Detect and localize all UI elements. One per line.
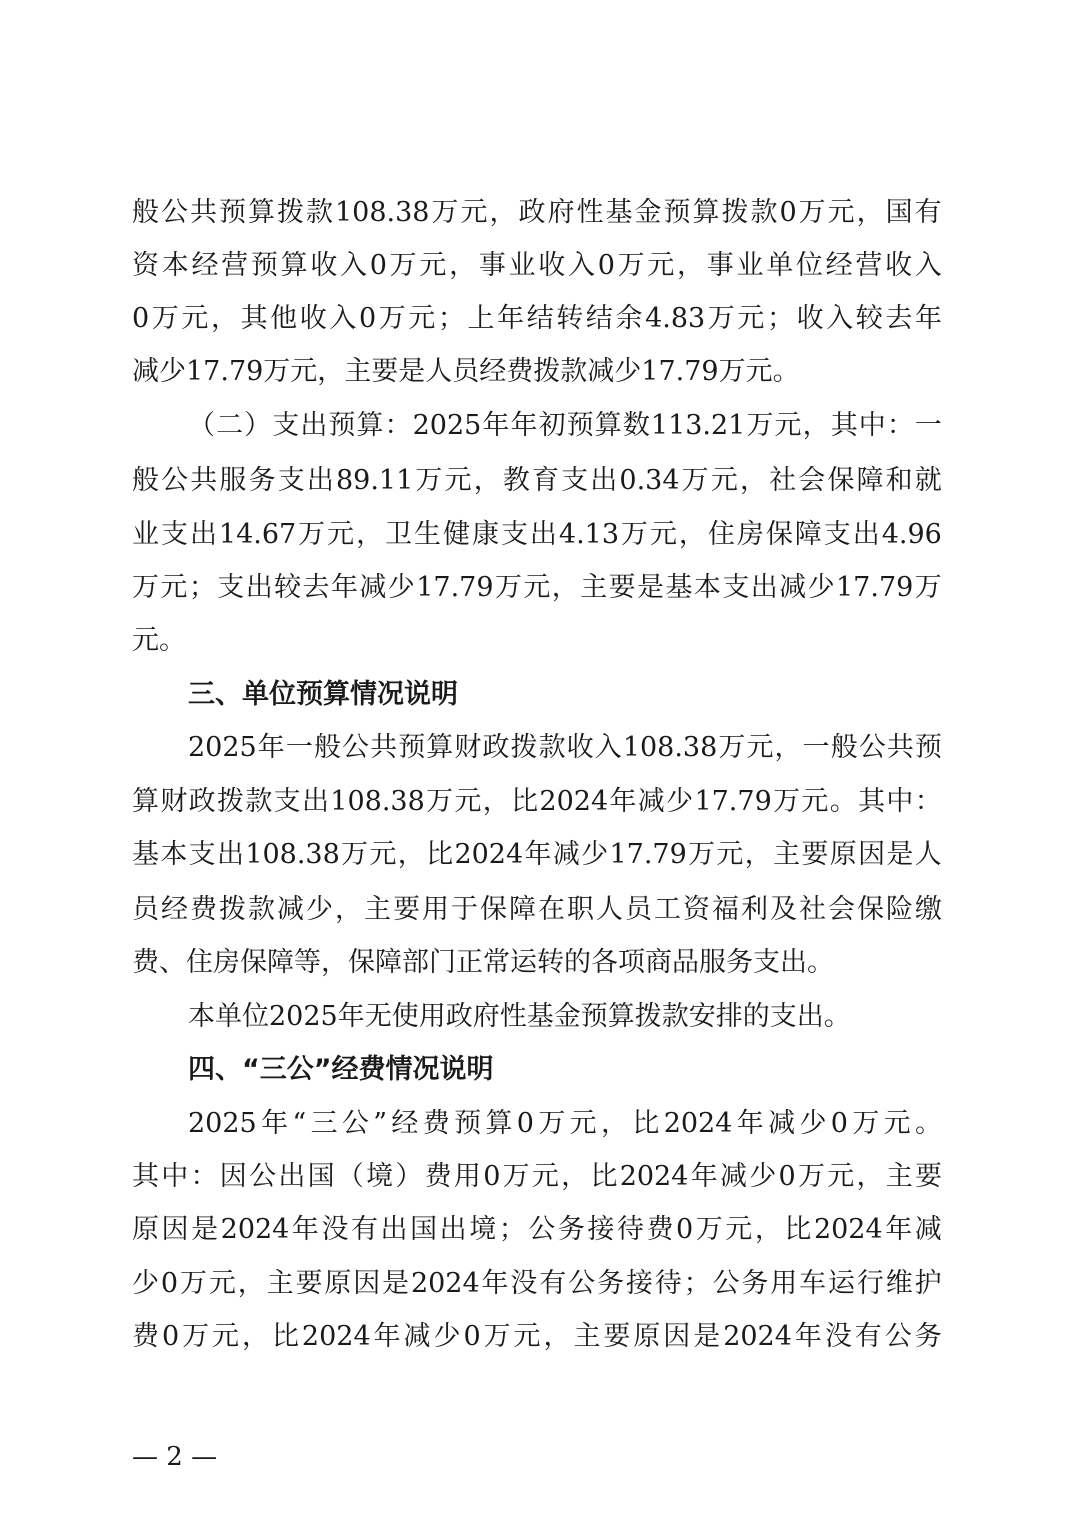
body-line: 般 公 共 服 务 支 出 89.11 万 元 ， 教 育 支 出 0.34 万 元 ， 社 会 保 障 和 就 xyxy=(132,465,942,496)
body-line: 业 支 出 14.67 万 元 ， 卫 生 健 康 支 出 4.13 万 元 ， 住 房 保 障 支 出 4.96 xyxy=(132,519,942,550)
body-line: 本单位2025年无使用政府性基金预算拨款安排的支出。 xyxy=(188,1001,851,1032)
page-number: — 2 — xyxy=(132,1442,218,1472)
section-heading: 四、“三公”经费情况说明 xyxy=(188,1054,494,1085)
body-line: 2025 年 一 般 公 共 预 算 财 政 拨 款 收 入 108.38 万 元 ， 一 般 公 共 预 xyxy=(188,732,942,763)
body-line: 原 因 是 2024 年 没 有 出 国 出 境 ； 公 务 接 待 费 0 万 元 ， 比 2024 年 减 xyxy=(132,1214,942,1245)
body-line: 资 本 经 营 预 算 收 入 0 万 元 ， 事 业 收 入 0 万 元 ， 事 业 单 位 经 营 收 入 xyxy=(132,250,942,281)
body-line: 元。 xyxy=(132,625,186,656)
body-line: 费 0 万 元 ， 比 2024 年 减 少 0 万 元 ， 主 要 原 因 是 2024 年 没 有 公 务 xyxy=(132,1321,942,1352)
body-line: 2025 年 “ 三 公 ” 经 费 预 算 0 万 元 ， 比 2024 年 减 少 0 万 元 。 xyxy=(188,1108,942,1139)
body-line: 万 元 ； 支 出 较 去 年 减 少 17.79 万 元 ， 主 要 是 基 本 支 出 减 少 17.79 万 xyxy=(132,572,942,603)
body-line: 减少17.79万元，主要是人员经费拨款减少17.79万元。 xyxy=(132,356,800,387)
body-line: 少 0 万 元 ， 主 要 原 因 是 2024 年 没 有 公 务 接 待 ； 公 务 用 车 运 行 维 护 xyxy=(132,1268,942,1299)
body-line: 基 本 支 出 108.38 万 元 ， 比 2024 年 减 少 17.79 万 元 ， 主 要 原 因 是 人 xyxy=(132,839,942,870)
section-heading: 三、单位预算情况说明 xyxy=(188,679,458,710)
body-line: 般 公 共 预 算 拨 款 108.38 万 元 ， 政 府 性 基 金 预 算 拨 款 0 万 元 ， 国 有 xyxy=(132,197,942,228)
body-line: 算 财 政 拨 款 支 出 108.38 万 元 ， 比 2024 年 减 少 17.79 万 元 。 其 中 ： xyxy=(132,786,942,817)
body-line: 0 万 元 ， 其 他 收 入 0 万 元 ； 上 年 结 转 结 余 4.83 万 元 ； 收 入 较 去 年 xyxy=(132,303,942,334)
body-line: （ 二 ） 支 出 预 算 ： 2025 年 年 初 预 算 数 113.21 万 元 ， 其 中 ： 一 xyxy=(188,410,942,441)
body-line: 员 经 费 拨 款 减 少 ， 主 要 用 于 保 障 在 职 人 员 工 资 福 利 及 社 会 保 险 缴 xyxy=(132,894,942,925)
body-line: 其 中 ： 因 公 出 国 （ 境 ） 费 用 0 万 元 ， 比 2024 年 减 少 0 万 元 ， 主 要 xyxy=(132,1161,942,1192)
body-line: 费、住房保障等，保障部门正常运转的各项商品服务支出。 xyxy=(132,947,834,978)
